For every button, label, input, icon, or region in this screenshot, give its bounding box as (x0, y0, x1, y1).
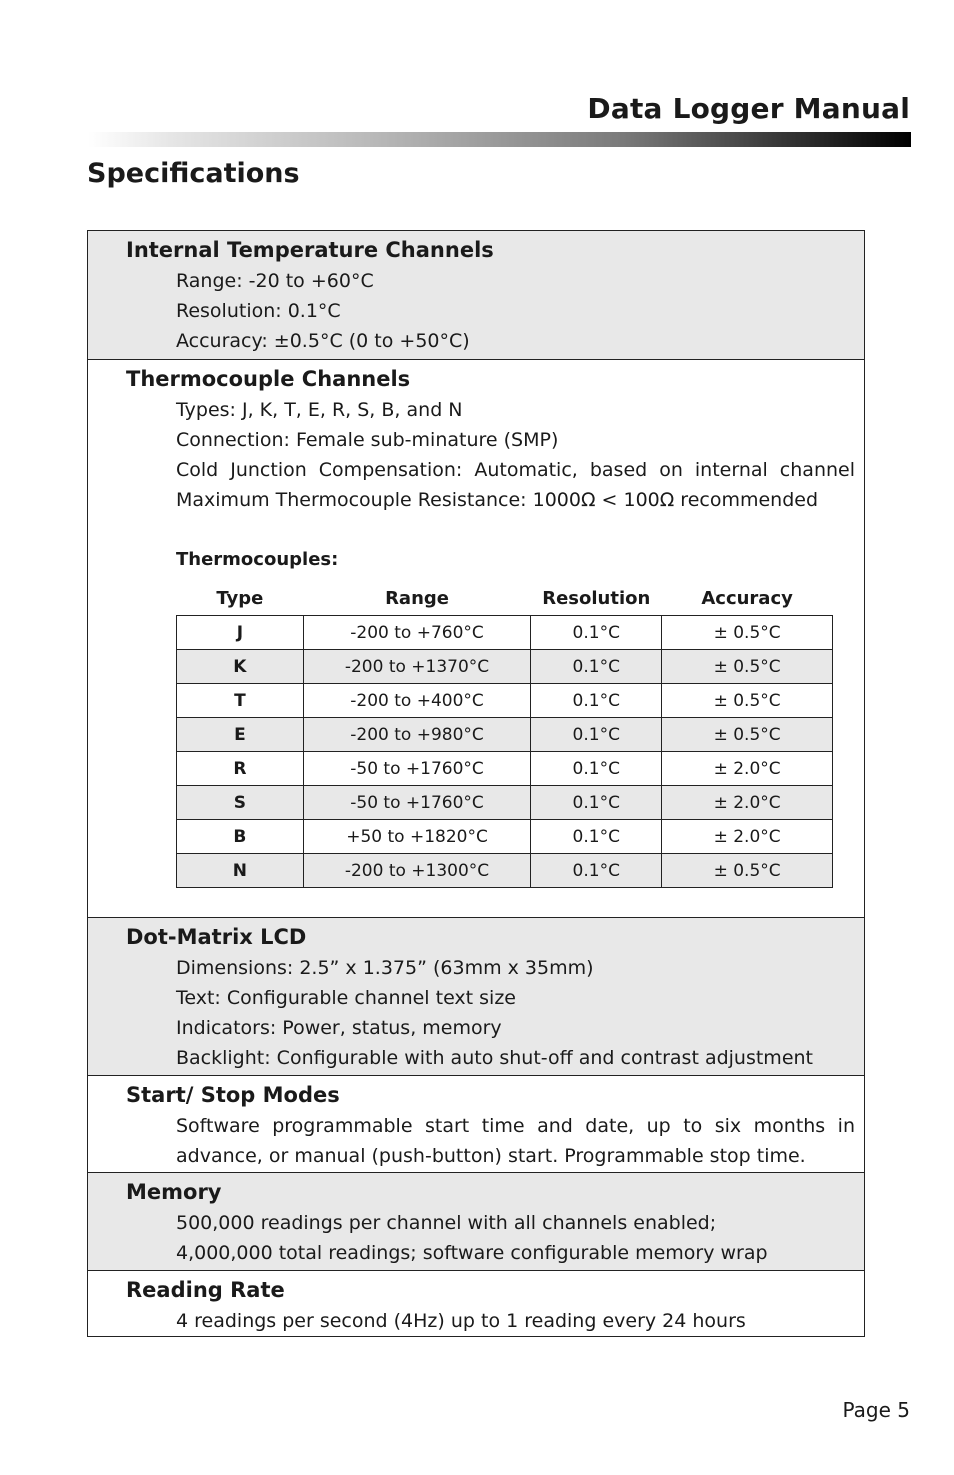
spec-line: 4 readings per second (4Hz) up to 1 reading every 24 hours (176, 1310, 746, 1332)
column-header-accuracy: Accuracy (701, 587, 793, 609)
section-title: Memory (126, 1180, 222, 1204)
cell-resolution: 0.1°C (531, 786, 662, 820)
spec-line: advance, or manual (push-button) start. Programmable stop time. (176, 1145, 806, 1167)
column-header-type: Type (216, 587, 264, 609)
spec-line: 500,000 readings per channel with all channels enabled; (176, 1212, 717, 1234)
spec-line: Range: -20 to +60°C (176, 270, 374, 292)
spec-line: Connection: Female sub-minature (SMP) (176, 429, 559, 451)
cell-resolution: 0.1°C (531, 616, 662, 650)
spec-line: Cold Junction Compensation: Automatic, based on internal channel (176, 459, 855, 481)
cell-resolution: 0.1°C (531, 650, 662, 684)
table-row (177, 684, 833, 718)
manual-title: Data Logger Manual (587, 92, 910, 125)
cell-accuracy: ± 0.5°C (662, 718, 833, 752)
section-title: Reading Rate (126, 1278, 285, 1302)
spec-line: Software programmable start time and date, up to six months in (176, 1115, 855, 1137)
spec-line: Dimensions: 2.5” x 1.375” (63mm x 35mm) (176, 957, 594, 979)
table-row (177, 650, 833, 684)
spec-line: 4,000,000 total readings; software configurable memory wrap (176, 1242, 768, 1264)
table-row (177, 752, 833, 786)
cell-accuracy: ± 0.5°C (662, 684, 833, 718)
cell-range: -200 to +1300°C (303, 854, 531, 888)
cell-accuracy: ± 2.0°C (662, 786, 833, 820)
cell-accuracy: ± 2.0°C (662, 752, 833, 786)
cell-accuracy: ± 0.5°C (662, 616, 833, 650)
spec-line: Types: J, K, T, E, R, S, B, and N (176, 399, 463, 421)
cell-range: -50 to +1760°C (303, 786, 531, 820)
cell-type: T (177, 684, 304, 718)
spacer (126, 515, 855, 545)
cell-resolution: 0.1°C (531, 684, 662, 718)
cell-accuracy: ± 0.5°C (662, 854, 833, 888)
reading-rate-section (88, 1270, 864, 1336)
memory-section (88, 1172, 864, 1270)
column-header-resolution: Resolution (542, 587, 651, 609)
thermocouple-section (88, 359, 864, 917)
cell-range: -200 to +760°C (303, 616, 531, 650)
cell-resolution: 0.1°C (531, 718, 662, 752)
internal-temperature-section (88, 231, 864, 359)
table-row (177, 820, 833, 854)
spec-line: Resolution: 0.1°C (176, 300, 341, 322)
cell-accuracy: ± 2.0°C (662, 820, 833, 854)
cell-range: -50 to +1760°C (303, 752, 531, 786)
spec-line: Indicators: Power, status, memory (176, 1017, 502, 1039)
column-header-range: Range (385, 587, 449, 609)
spec-line: Text: Configurable channel text size (176, 987, 516, 1009)
table-header-row (177, 581, 833, 616)
cell-type: N (177, 854, 304, 888)
page-heading: Specifications (87, 158, 300, 189)
section-title: Thermocouple Channels (126, 367, 411, 391)
spec-line: Backlight: Configurable with auto shut-off and contrast adjustment (176, 1047, 814, 1069)
cell-range: -200 to +400°C (303, 684, 531, 718)
cell-range: -200 to +1370°C (303, 650, 531, 684)
cell-type: K (177, 650, 304, 684)
start-stop-modes-section (88, 1075, 864, 1172)
cell-type: J (177, 616, 304, 650)
page-number: Page 5 (842, 1398, 910, 1422)
table-row (177, 786, 833, 820)
specifications-box (87, 230, 865, 1337)
section-title: Internal Temperature Channels (126, 238, 494, 262)
table-row (177, 616, 833, 650)
thermocouples-caption: Thermocouples: (176, 549, 339, 570)
cell-type: S (177, 786, 304, 820)
cell-type: B (177, 820, 304, 854)
thermocouple-table (176, 581, 833, 888)
dot-matrix-lcd-section (88, 917, 864, 1075)
cell-type: R (177, 752, 304, 786)
cell-range: +50 to +1820°C (303, 820, 531, 854)
section-title: Dot-Matrix LCD (126, 925, 307, 949)
cell-resolution: 0.1°C (531, 820, 662, 854)
cell-resolution: 0.1°C (531, 752, 662, 786)
header-gradient-bar (88, 132, 911, 147)
table-row (177, 718, 833, 752)
spec-line: Maximum Thermocouple Resistance: 1000Ω < 100Ω recommended (176, 489, 819, 511)
section-title: Start/ Stop Modes (126, 1083, 340, 1107)
table-row (177, 854, 833, 888)
cell-type: E (177, 718, 304, 752)
spec-line: Accuracy: ±0.5°C (0 to +50°C) (176, 330, 470, 352)
cell-accuracy: ± 0.5°C (662, 650, 833, 684)
cell-resolution: 0.1°C (531, 854, 662, 888)
cell-range: -200 to +980°C (303, 718, 531, 752)
